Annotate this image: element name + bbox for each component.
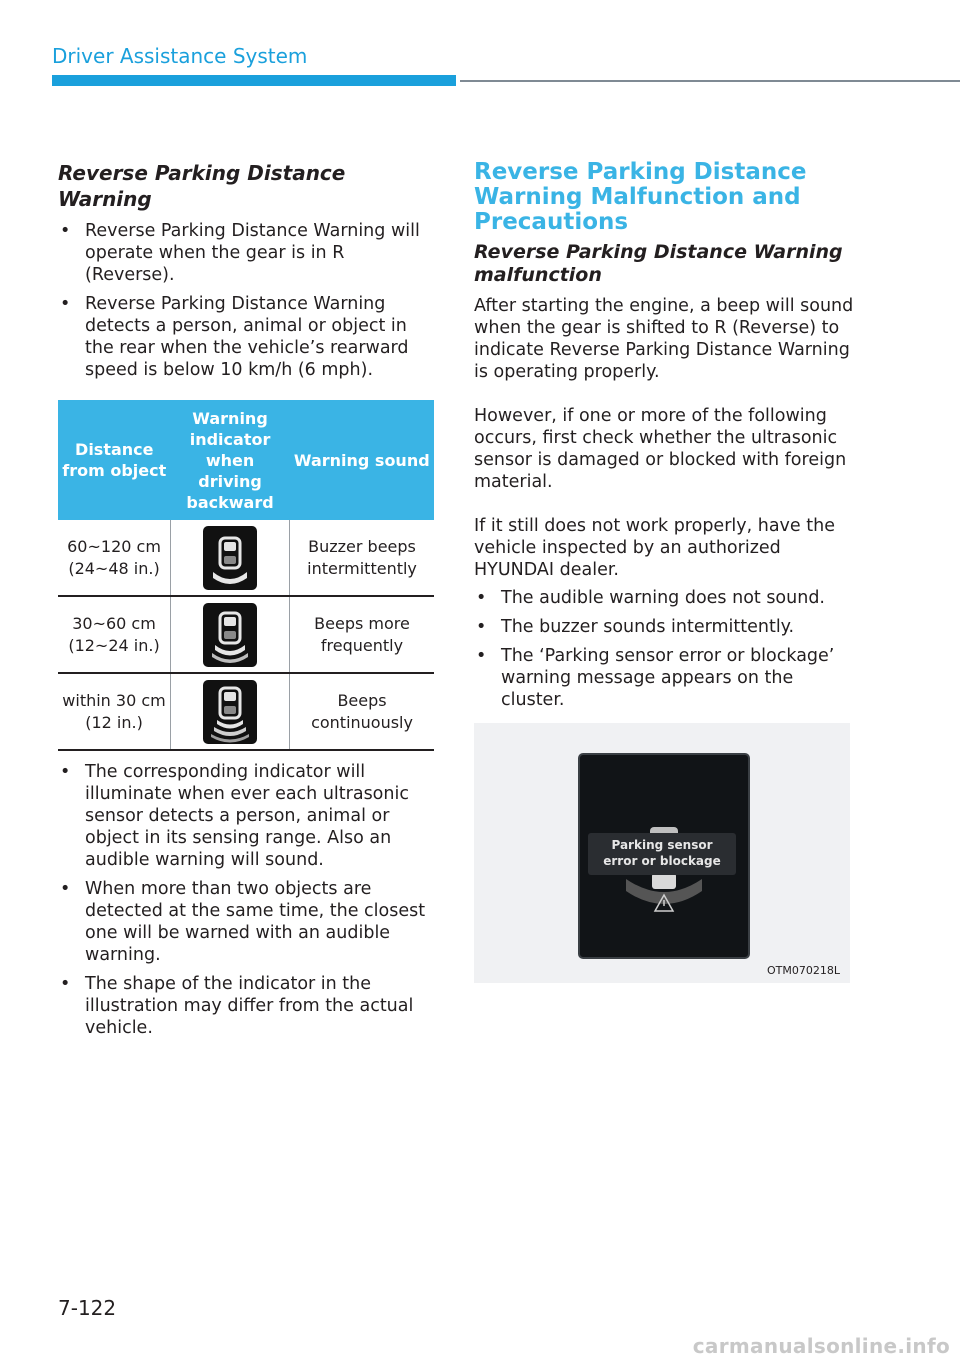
list-item-text: The shape of the indicator in the illustration may differ from the actual vehicle. xyxy=(85,974,414,1038)
list-item xyxy=(58,220,436,286)
message-line-1: Parking sensor xyxy=(611,838,713,852)
list-item-text: The corresponding indicator will illuminate when ever each ultrasonic sensor detects a person, animal or object in its sensing range. Also an audible warning will sound. xyxy=(85,762,409,870)
intro-bullet-list xyxy=(58,220,436,381)
section-heading: Reverse Parking Distance Warning xyxy=(58,161,346,211)
paragraph: After starting the engine, a beep will sound when the gear is shifted to R (Reverse) to indicate Reverse Parking Distance Warning is operating properly. xyxy=(474,296,854,382)
header-indicator: Warning indicator when driving backward xyxy=(171,400,290,520)
page-number: 7-122 xyxy=(58,1296,117,1320)
distance-cell: within 30 cm (12 in.) xyxy=(58,673,171,750)
section-title: Driver Assistance System xyxy=(52,44,308,68)
distance-cell: 30~60 cm (12~24 in.) xyxy=(58,596,171,673)
warning-table xyxy=(58,400,434,751)
bullet-icon: • xyxy=(60,974,71,994)
bullet-icon: • xyxy=(476,588,487,608)
header-accent-bar xyxy=(52,75,456,86)
list-item xyxy=(474,616,854,638)
bullet-icon: • xyxy=(60,294,71,314)
bullet-icon: • xyxy=(60,879,71,899)
list-item-text: The buzzer sounds intermittently. xyxy=(501,617,795,637)
table-header-row xyxy=(58,400,434,520)
bullet-icon: • xyxy=(60,221,71,241)
after-bullet-list xyxy=(58,761,436,1039)
list-item-text: When more than two objects are detected at the same time, the closest one will be warned with an audible warning. xyxy=(85,879,426,965)
table-row xyxy=(58,596,434,673)
warning-message xyxy=(588,833,736,875)
list-item-text: The audible warning does not sound. xyxy=(501,588,825,608)
header-rule xyxy=(460,80,960,82)
rear-sensor-three-zone-icon xyxy=(203,680,257,744)
list-item xyxy=(58,973,436,1039)
list-item xyxy=(58,761,436,871)
distance-cell: 60~120 cm (24~48 in.) xyxy=(58,520,171,596)
sound-cell: Beeps more frequently xyxy=(290,596,434,673)
list-item-text: Reverse Parking Distance Warning will operate when the gear is in R (Reverse). xyxy=(85,221,420,285)
header-distance: Distance from object xyxy=(58,400,171,520)
right-column xyxy=(474,160,854,983)
watermark: carmanualsonline.info xyxy=(692,1334,950,1358)
figure-caption: OTM070218L xyxy=(767,964,840,977)
list-item xyxy=(58,293,436,381)
list-item-text: Reverse Parking Distance Warning detects a person, animal or object in the rear when the vehicle’s rearward speed is below 10 km/h (6 mph). xyxy=(85,294,409,380)
malfunction-bullet-list xyxy=(474,587,854,711)
cluster-warning-figure xyxy=(474,723,850,983)
indicator-cell xyxy=(171,596,290,673)
left-column xyxy=(58,160,436,1046)
indicator-cell xyxy=(171,673,290,750)
malfunction-heading: Reverse Parking Distance Warning Malfunction and Precautions xyxy=(474,159,807,235)
sound-cell: Buzzer beeps intermittently xyxy=(290,520,434,596)
bullet-icon: • xyxy=(60,762,71,782)
list-item xyxy=(58,878,436,966)
list-item xyxy=(474,587,854,609)
list-item xyxy=(474,645,854,711)
rear-sensor-one-zone-icon xyxy=(203,526,257,590)
table-row xyxy=(58,520,434,596)
list-item-text: The ‘Parking sensor error or blockage’ warning message appears on the cluster. xyxy=(501,646,835,710)
malfunction-subheading: Reverse Parking Distance Warning malfunction xyxy=(474,241,843,286)
paragraph: If it still does not work properly, have the vehicle inspected by an authorized HYUNDAI dealer. xyxy=(474,516,835,580)
table-row xyxy=(58,673,434,750)
rear-sensor-two-zone-icon xyxy=(203,603,257,667)
indicator-cell xyxy=(171,520,290,596)
sound-cell: Beeps continuously xyxy=(290,673,434,750)
paragraph: However, if one or more of the following occurs, first check whether the ultrasonic sensor is damaged or blocked with foreign material. xyxy=(474,406,847,492)
header-sound: Warning sound xyxy=(290,400,434,520)
message-line-2: error or blockage xyxy=(603,854,721,868)
bullet-icon: • xyxy=(476,617,487,637)
bullet-icon: • xyxy=(476,646,487,666)
